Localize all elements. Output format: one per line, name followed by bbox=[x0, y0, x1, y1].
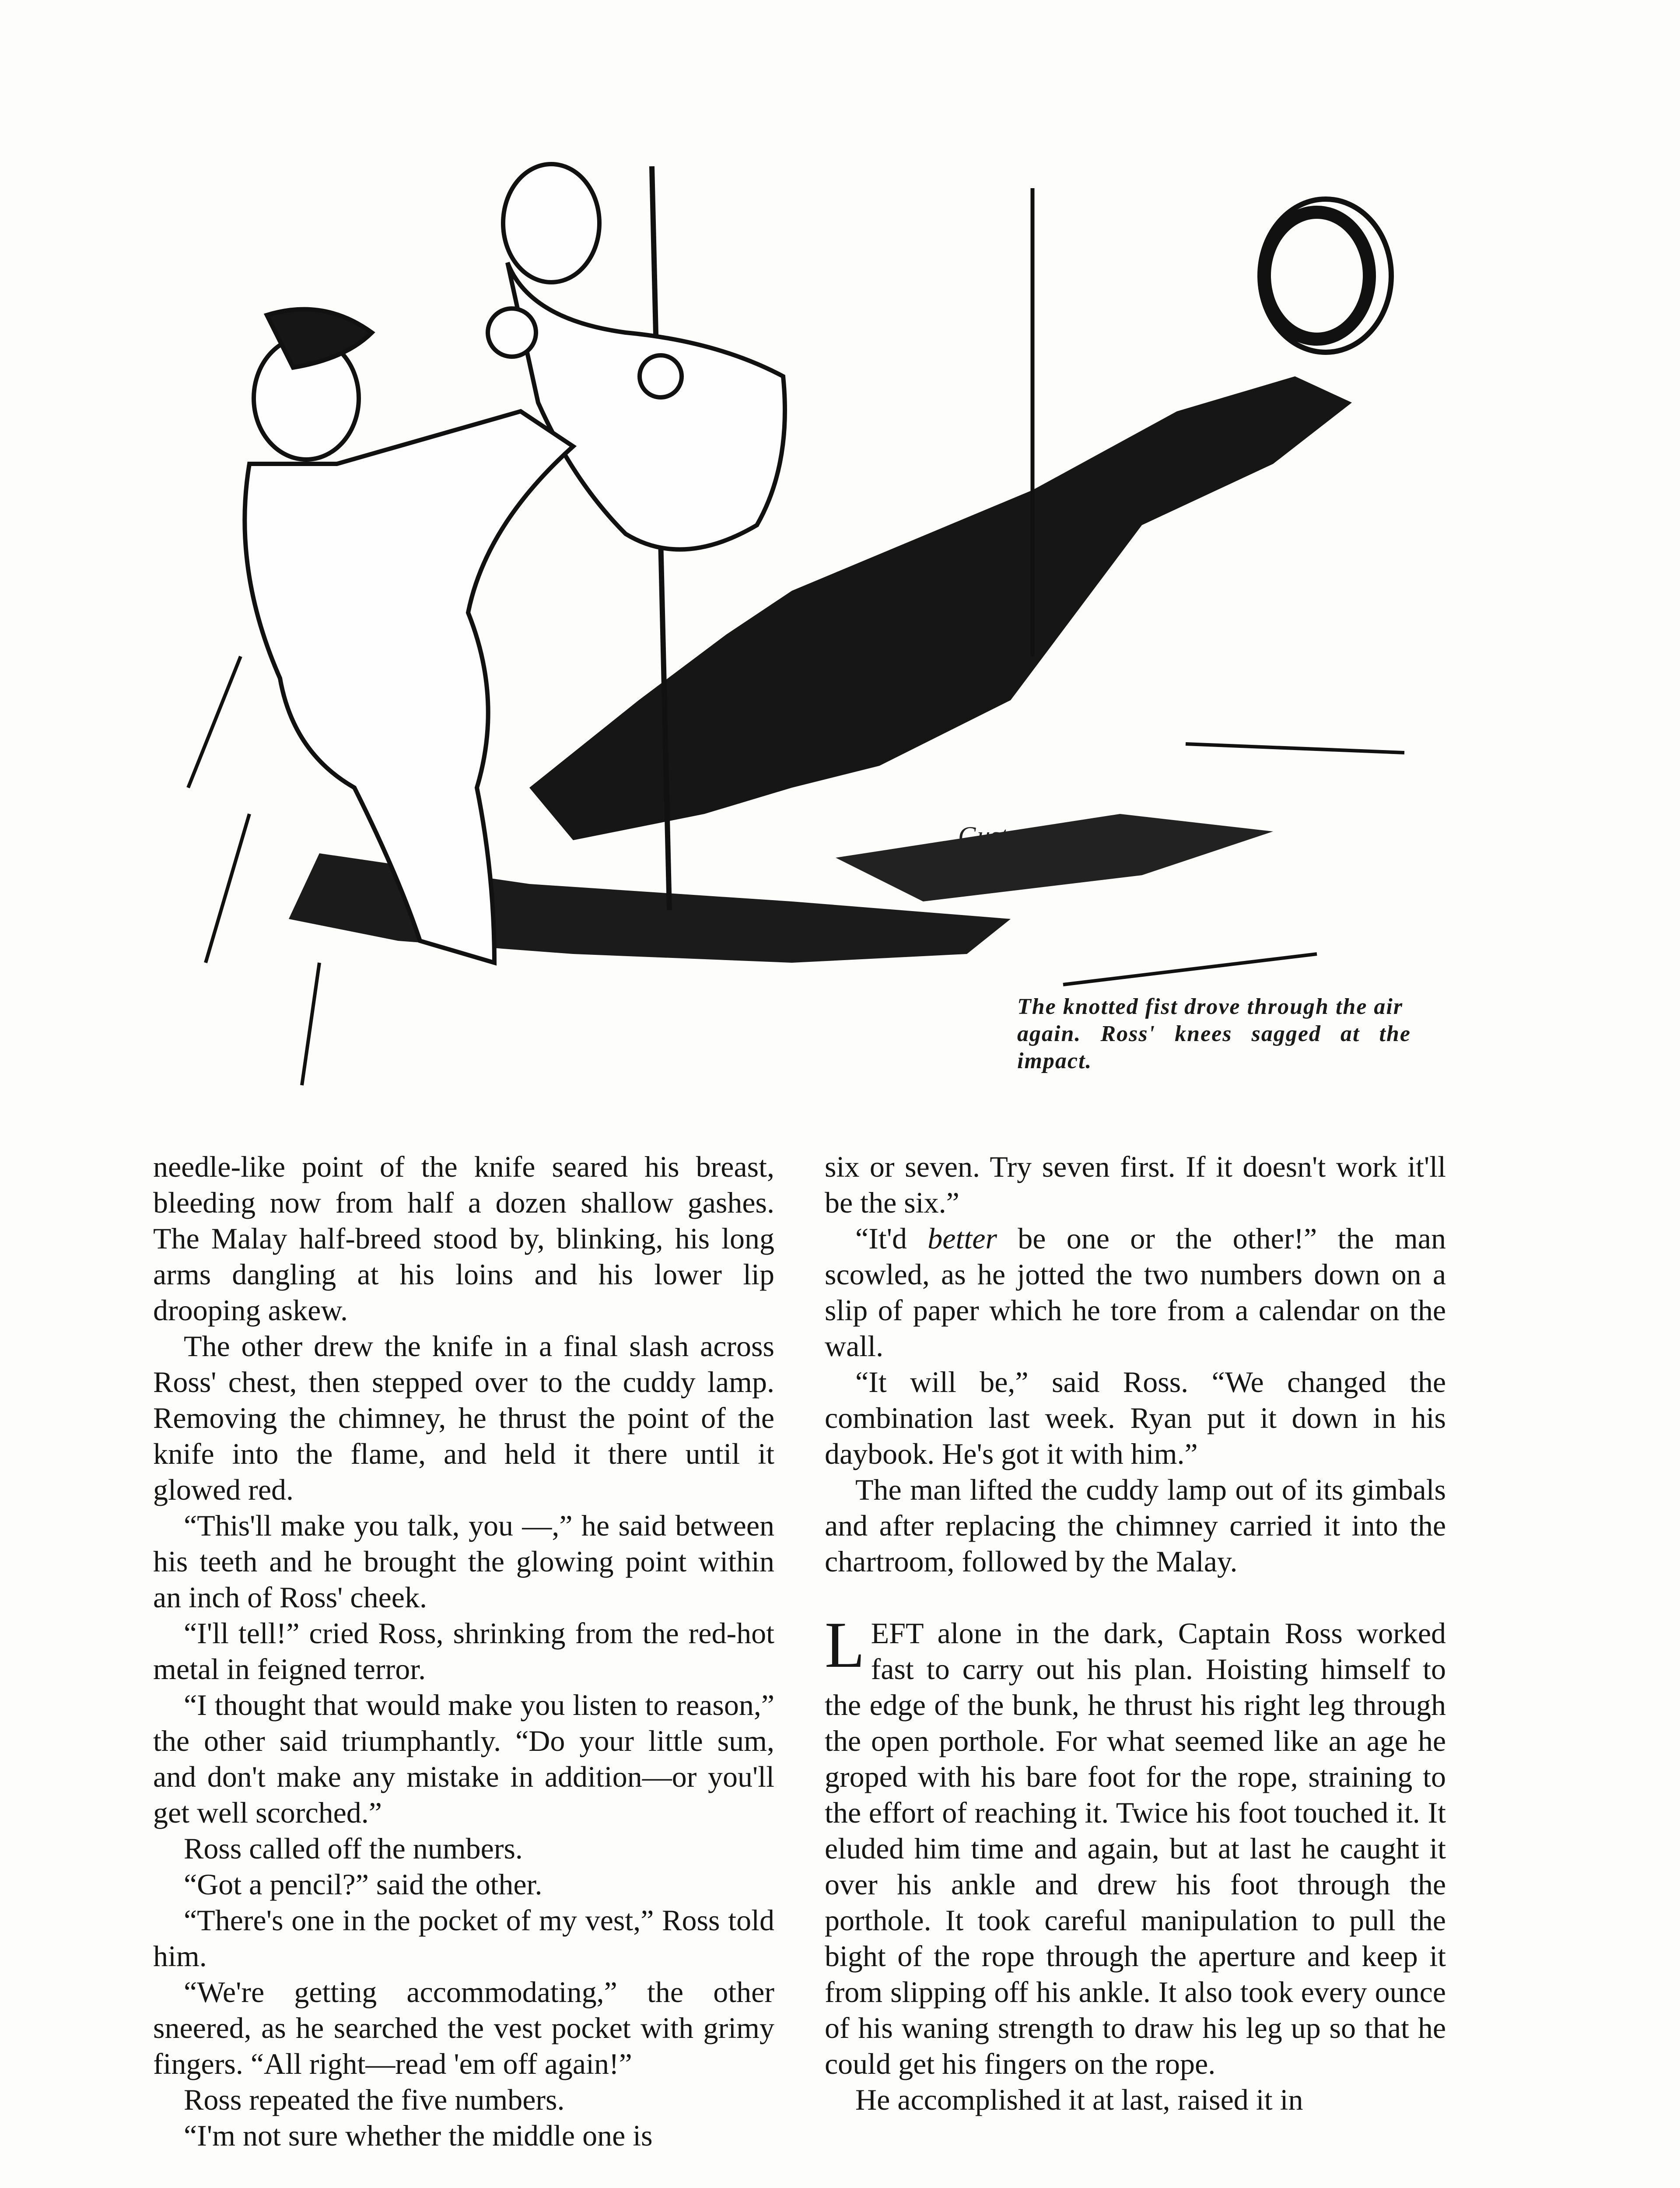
paragraph: The other drew the knife in a final slash across Ross' chest, then stepped over to the cuddy lamp. Removing the chimney, he thrust the point of the knife into the flame, and held it there until it glowed red. bbox=[153, 1329, 774, 1506]
paragraph: “I'll tell!” cried Ross, shrinking from the red-hot metal in feigned terror. bbox=[153, 1616, 774, 1686]
paragraph: “This'll make you talk, you —,” he said between his teeth and he brought the glowing point within an inch of Ross' cheek. bbox=[153, 1509, 774, 1614]
porthole-icon bbox=[1260, 199, 1391, 352]
paragraph: “There's one in the pocket of my vest,” Ross told him. bbox=[153, 1904, 774, 1973]
paragraph: Ross repeated the five numbers. bbox=[184, 2083, 565, 2116]
fist bbox=[488, 309, 536, 357]
caption-line: The knotted fist drove through the air bbox=[1017, 994, 1404, 1019]
paragraph: The man lifted the cuddy lamp out of its gimbals and after replacing the chimney carried it into the chartroom, followed by the Malay. bbox=[825, 1473, 1446, 1578]
text-column-left bbox=[153, 1149, 774, 2153]
paragraph: Ross called off the numbers. bbox=[184, 1832, 523, 1865]
paragraph: He accomplished it at last, raised it in bbox=[855, 2083, 1303, 2116]
paragraph: “We're getting accommodating,” the other sneered, as he searched the vest pocket with grimy fingers. “All right—read 'em off again!” bbox=[153, 1975, 774, 2080]
paragraph: “I thought that would make you listen to reason,” the other said triumphantly. “Do your little sum, and don't make any mistake in addition—or you'll get well scorched.” bbox=[153, 1688, 774, 1829]
paragraph-text: “It'd bbox=[855, 1222, 928, 1255]
illustration-caption bbox=[1017, 993, 1411, 1075]
paragraph bbox=[825, 1220, 1446, 1364]
artist-signature: Gustavson bbox=[958, 821, 1069, 850]
text-column-right bbox=[825, 1149, 1446, 2118]
victim-figure bbox=[245, 309, 573, 963]
attacker-figure bbox=[503, 164, 785, 550]
fist bbox=[640, 355, 682, 397]
emphasis-text: better bbox=[928, 1222, 997, 1255]
paragraph: six or seven. Try seven first. If it doesn't work it'll be the six.” bbox=[825, 1150, 1446, 1219]
illustration bbox=[136, 131, 1426, 1094]
paragraph: “I'm not sure whether the middle one is bbox=[184, 2119, 653, 2152]
drop-cap: L bbox=[825, 1609, 865, 1681]
paragraph-text: EFT alone in the dark, Captain Ross worked fast to carry out his plan. Hoisting himself to the edge of the bunk, he thrust his right leg through the open porthole. For what seemed like an age he groped with his bare foot for the rope, straining to the effort of reaching it. Twice his foot touched it. It eluded him time and again, but at last he caught it over his ankle and drew his foot through the porthole. It took careful manipulation to pull the bight of the rope through the aperture and keep it from slipping off his ankle. It also took every ounce of his waning strength to draw his leg up so that he could get his fingers on the rope. bbox=[825, 1616, 1446, 2080]
caption-line: again. Ross' knees sagged at the impact. bbox=[1017, 1021, 1411, 1073]
paragraph: needle-like point of the knife seared his breast, bleeding now from half a dozen shallow gashes. The Malay half-breed stood by, blinking, his long arms dangling at his loins and his lower lip drooping askew. bbox=[153, 1150, 774, 1327]
paragraph: “Got a pencil?” said the other. bbox=[184, 1868, 542, 1901]
paragraph-text: be one or the other!” the man scowled, as he jotted the two numbers down on a slip of paper which he tore from a calendar on the wall. bbox=[825, 1222, 1446, 1363]
paragraph-with-dropcap bbox=[825, 1609, 1446, 2082]
paragraph: “It will be,” said Ross. “We changed the combination last week. Ryan put it down in his daybook. He's got it with him.” bbox=[825, 1365, 1446, 1470]
